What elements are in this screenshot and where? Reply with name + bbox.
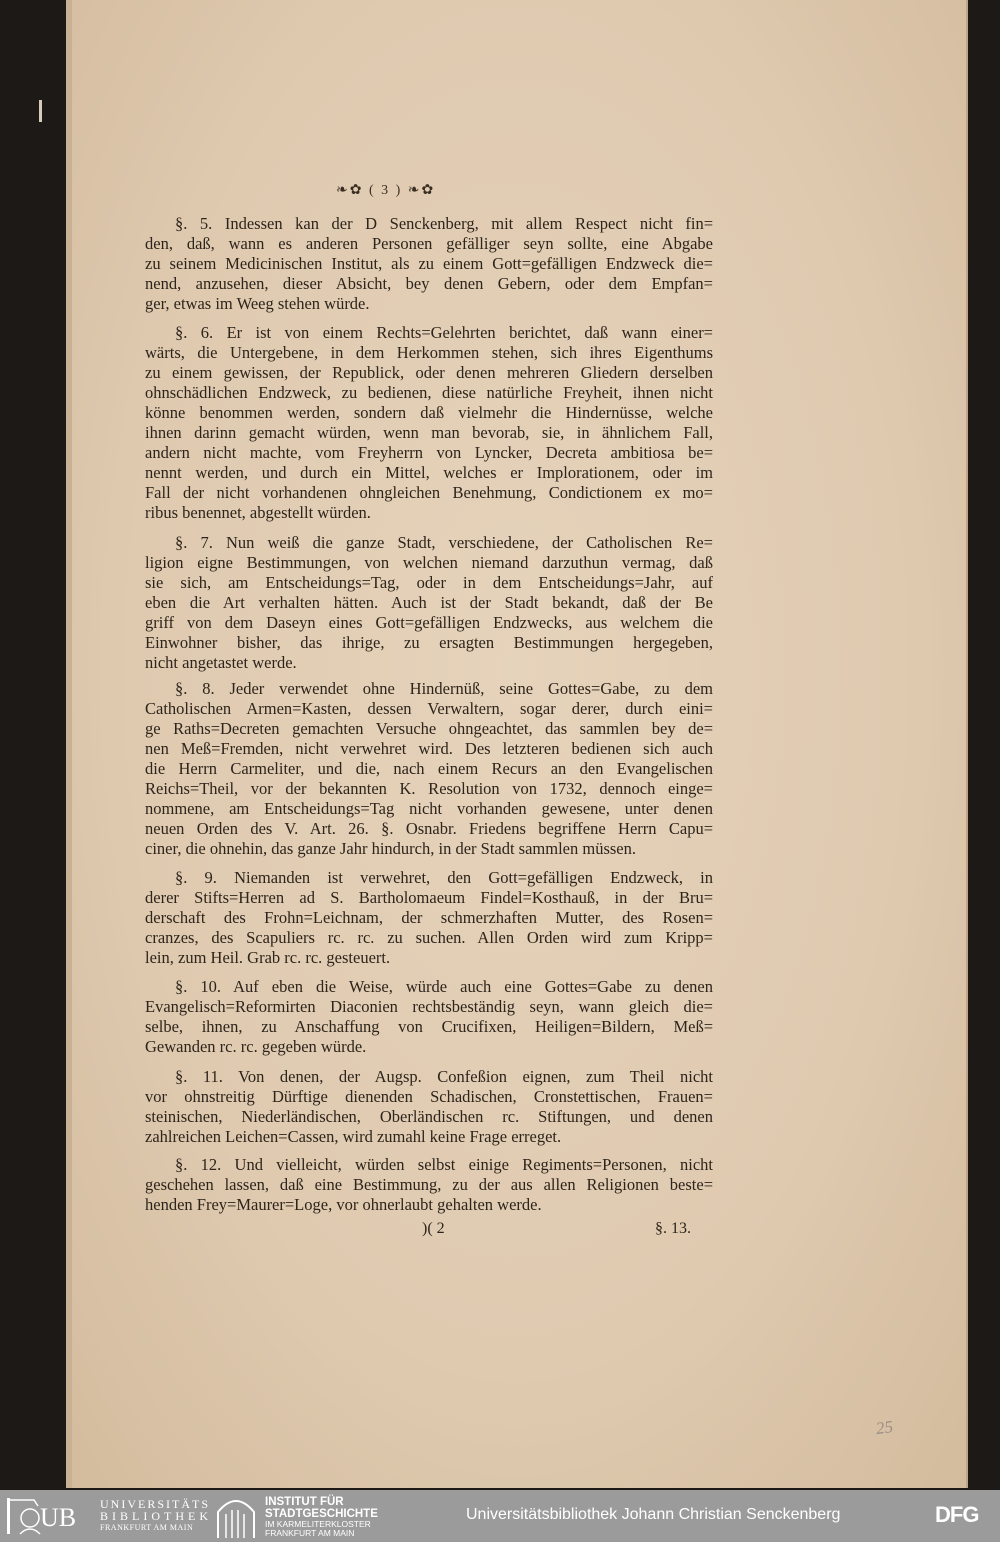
text-line: selbe, ihnen, zu Anschaffung von Crucifixen, Heiligen=Bildern, Meß= [145,1017,713,1036]
isg-line: IM KARMELITERKLOSTER [265,1519,371,1529]
text-line: derschaft des Frohn=Leichnam, der schmerzhaften Mutter, des Rosen= [145,908,713,927]
text-line: sie sich, am Entscheidungs=Tag, oder in dem Entscheidungs=Jahr, auf [145,573,713,592]
text-line: griff von dem Daseyn eines Gott=gefälligen Endzwecks, aus welchem die [145,613,713,632]
text-line: ribus benennet, abgestellt würden. [145,503,371,522]
ornament-left-icon: ❧✿ [336,183,369,198]
text-line: Reichs=Theil, vor der bekannten K. Resolution von 1732, dennoch einge= [145,779,713,798]
paragraph [145,1155,713,1215]
text-line: lein, zum Heil. Grab rc. rc. gesteuert. [145,948,391,967]
text-line: ligion eigne Bestimmungen, von welchen niemand darzuthun vermag, daß [145,553,713,572]
text-line: §. 9. Niemanden ist verwehret, den Gott=gefälligen Endzweck, in [175,868,713,887]
paragraph [145,323,713,523]
text-line: zu seinem Medicinischen Institut, als zu einem Gott=gefälligen Endzweck die= [145,254,713,273]
text-line: §. 6. Er ist von einem Rechts=Gelehrten berichtet, daß wann einer= [175,323,713,342]
paragraph [145,214,713,314]
paragraph [145,1067,713,1147]
text-line: Fall der nicht vorhandenen ohngleichen Benehmung, Condictionem ex mo= [145,483,713,502]
text-line: §. 8. Jeder verwendet ohne Hindernüß, seine Gottes=Gabe, zu dem [175,679,713,698]
page-number: ( 3 ) [368,183,403,198]
signature-mark: )( 2 [422,1220,445,1237]
catchword: §. 13. [655,1220,691,1237]
footer-bar [0,1490,1000,1542]
text-line: nicht angetastet werde. [145,653,297,672]
ub-mark: UB [40,1503,77,1532]
text-line: ciner, die ohnehin, das ganze Jahr hindurch, in der Stadt sammlen müssen. [145,839,637,858]
text-line: ihnen darinn gemacht würden, wenn man bevorab, sie, in ähnlichem Fall, [145,423,713,442]
ub-line: UNIVERSITÄTS [100,1497,210,1511]
text-line: Einwohner bisher, das ihrige, zu ersagten Bestimmungen hergegeben, [145,633,713,652]
text-line: §. 7. Nun weiß die ganze Stadt, verschiedene, der Catholischen Re= [175,533,713,552]
text-line: §. 12. Und vielleicht, würden selbst einige Regiments=Personen, nicht [175,1155,713,1174]
paragraph [145,679,713,859]
isg-line: FRANKFURT AM MAIN [265,1528,355,1538]
ub-line: FRANKFURT AM MAIN [100,1523,194,1532]
text-line: ge Raths=Decreten gemachten Versuche ohngeachtet, das sammlen bey de= [145,719,713,738]
library-name: Universitätsbibliothek Johann Christian Senckenberg [466,1506,841,1523]
text-line: zu einem gewissen, der Republick, oder denen mehreren Gliedern derselben [145,363,713,382]
text-line: §. 10. Auf eben die Weise, würde auch eine Gottes=Gabe zu denen [175,977,713,996]
isg-logo-icon [214,1496,258,1538]
text-line: steinischen, Niederländischen, Oberländischen rc. Stiftungen, und denen [145,1107,713,1126]
text-line: wärts, die Untergebene, in dem Herkommen stehen, sich ihres Eigenthums [145,343,713,362]
text-line: den, daß, wann es anderen Personen gefälliger seyn sollte, eine Abgabe [145,234,713,253]
ornament-right-icon: ❧✿ [402,183,436,198]
text-line: Gewanden rc. rc. gegeben würde. [145,1037,367,1056]
text-line: henden Frey=Maurer=Loge, vor ohnerlaubt gehalten werde. [145,1195,542,1214]
text-line: nend, anzusehen, dieser Absicht, bey denen Gebern, oder dem Empfan= [145,274,713,293]
dfg-logo: DFG [935,1502,979,1527]
text-line: Catholischen Armen=Kasten, dessen Verwaltern, sogar derer, durch eini= [145,699,713,718]
text-line: vor ohnstreitig Dürftige dienenden Schadischen, Cronstettischen, Frauen= [145,1087,713,1106]
text-line: derer Stifts=Herren ad S. Bartholomaeum Findel=Kosthauß, in der Bru= [145,888,713,907]
text-line: nen Meß=Fremden, nicht verwehret wird. Des letzteren bedienen sich auch [145,739,713,758]
text-line: §. 5. Indessen kan der D Senckenberg, mit allem Respect nicht fin= [175,214,713,233]
margin-mark [39,100,42,122]
text-line: cranzes, des Scapuliers rc. rc. zu suchen. Allen Orden wird zum Kripp= [145,928,713,947]
handwritten-number: 25 [874,1416,895,1439]
isg-text [265,1496,378,1538]
text-line: neuen Orden des V. Art. 26. §. Osnabr. Friedens begriffene Herrn Capu= [145,819,713,838]
isg-line: INSTITUT FÜR [265,1496,344,1508]
paragraph [145,868,713,968]
text-line: könne benommen werden, sondern daß vielmehr die Hindernüsse, welche [145,403,713,422]
ub-text [100,1498,212,1534]
isg-line: STADTGESCHICHTE [265,1508,378,1520]
paragraph [145,977,713,1057]
text-line: nennt werden, und durch ein Mittel, welches er Implorationem, oder im [145,463,713,482]
text-line: ohnschädlichen Endzweck, zu bedienen, diese natürliche Freyheit, ihnen nicht [145,383,713,402]
text-line: nommene, am Entscheidungs=Tag nicht vorhanden gewesene, unter denen [145,799,713,818]
text-line: geschehen lassen, daß eine Bestimmung, zu der aus allen Religionen beste= [145,1175,713,1194]
text-line: die Herrn Carmeliter, und die, nach einem Recurs an den Evangelischen [145,759,713,778]
paragraph [145,533,713,673]
text-line: Evangelisch=Reformirten Diaconien rechtsbeständig seyn, wann gleich die= [145,997,713,1016]
text-line: andern nicht machte, vom Freyherrn von Lyncker, Decreta ambitiosa be= [145,443,713,462]
text-line: zahlreichen Leichen=Cassen, wird zumahl keine Frage erreget. [145,1127,562,1146]
ub-line: BIBLIOTHEK [100,1509,212,1523]
text-line: §. 11. Von denen, der Augsp. Confeßion eignen, zum Theil nicht [175,1067,713,1086]
text-line: eben die Art verhalten hätten. Auch ist der Stadt bekandt, daß der Be [145,593,713,612]
page-header [336,182,435,199]
text-line: ger, etwas im Weeg stehen würde. [145,294,370,313]
